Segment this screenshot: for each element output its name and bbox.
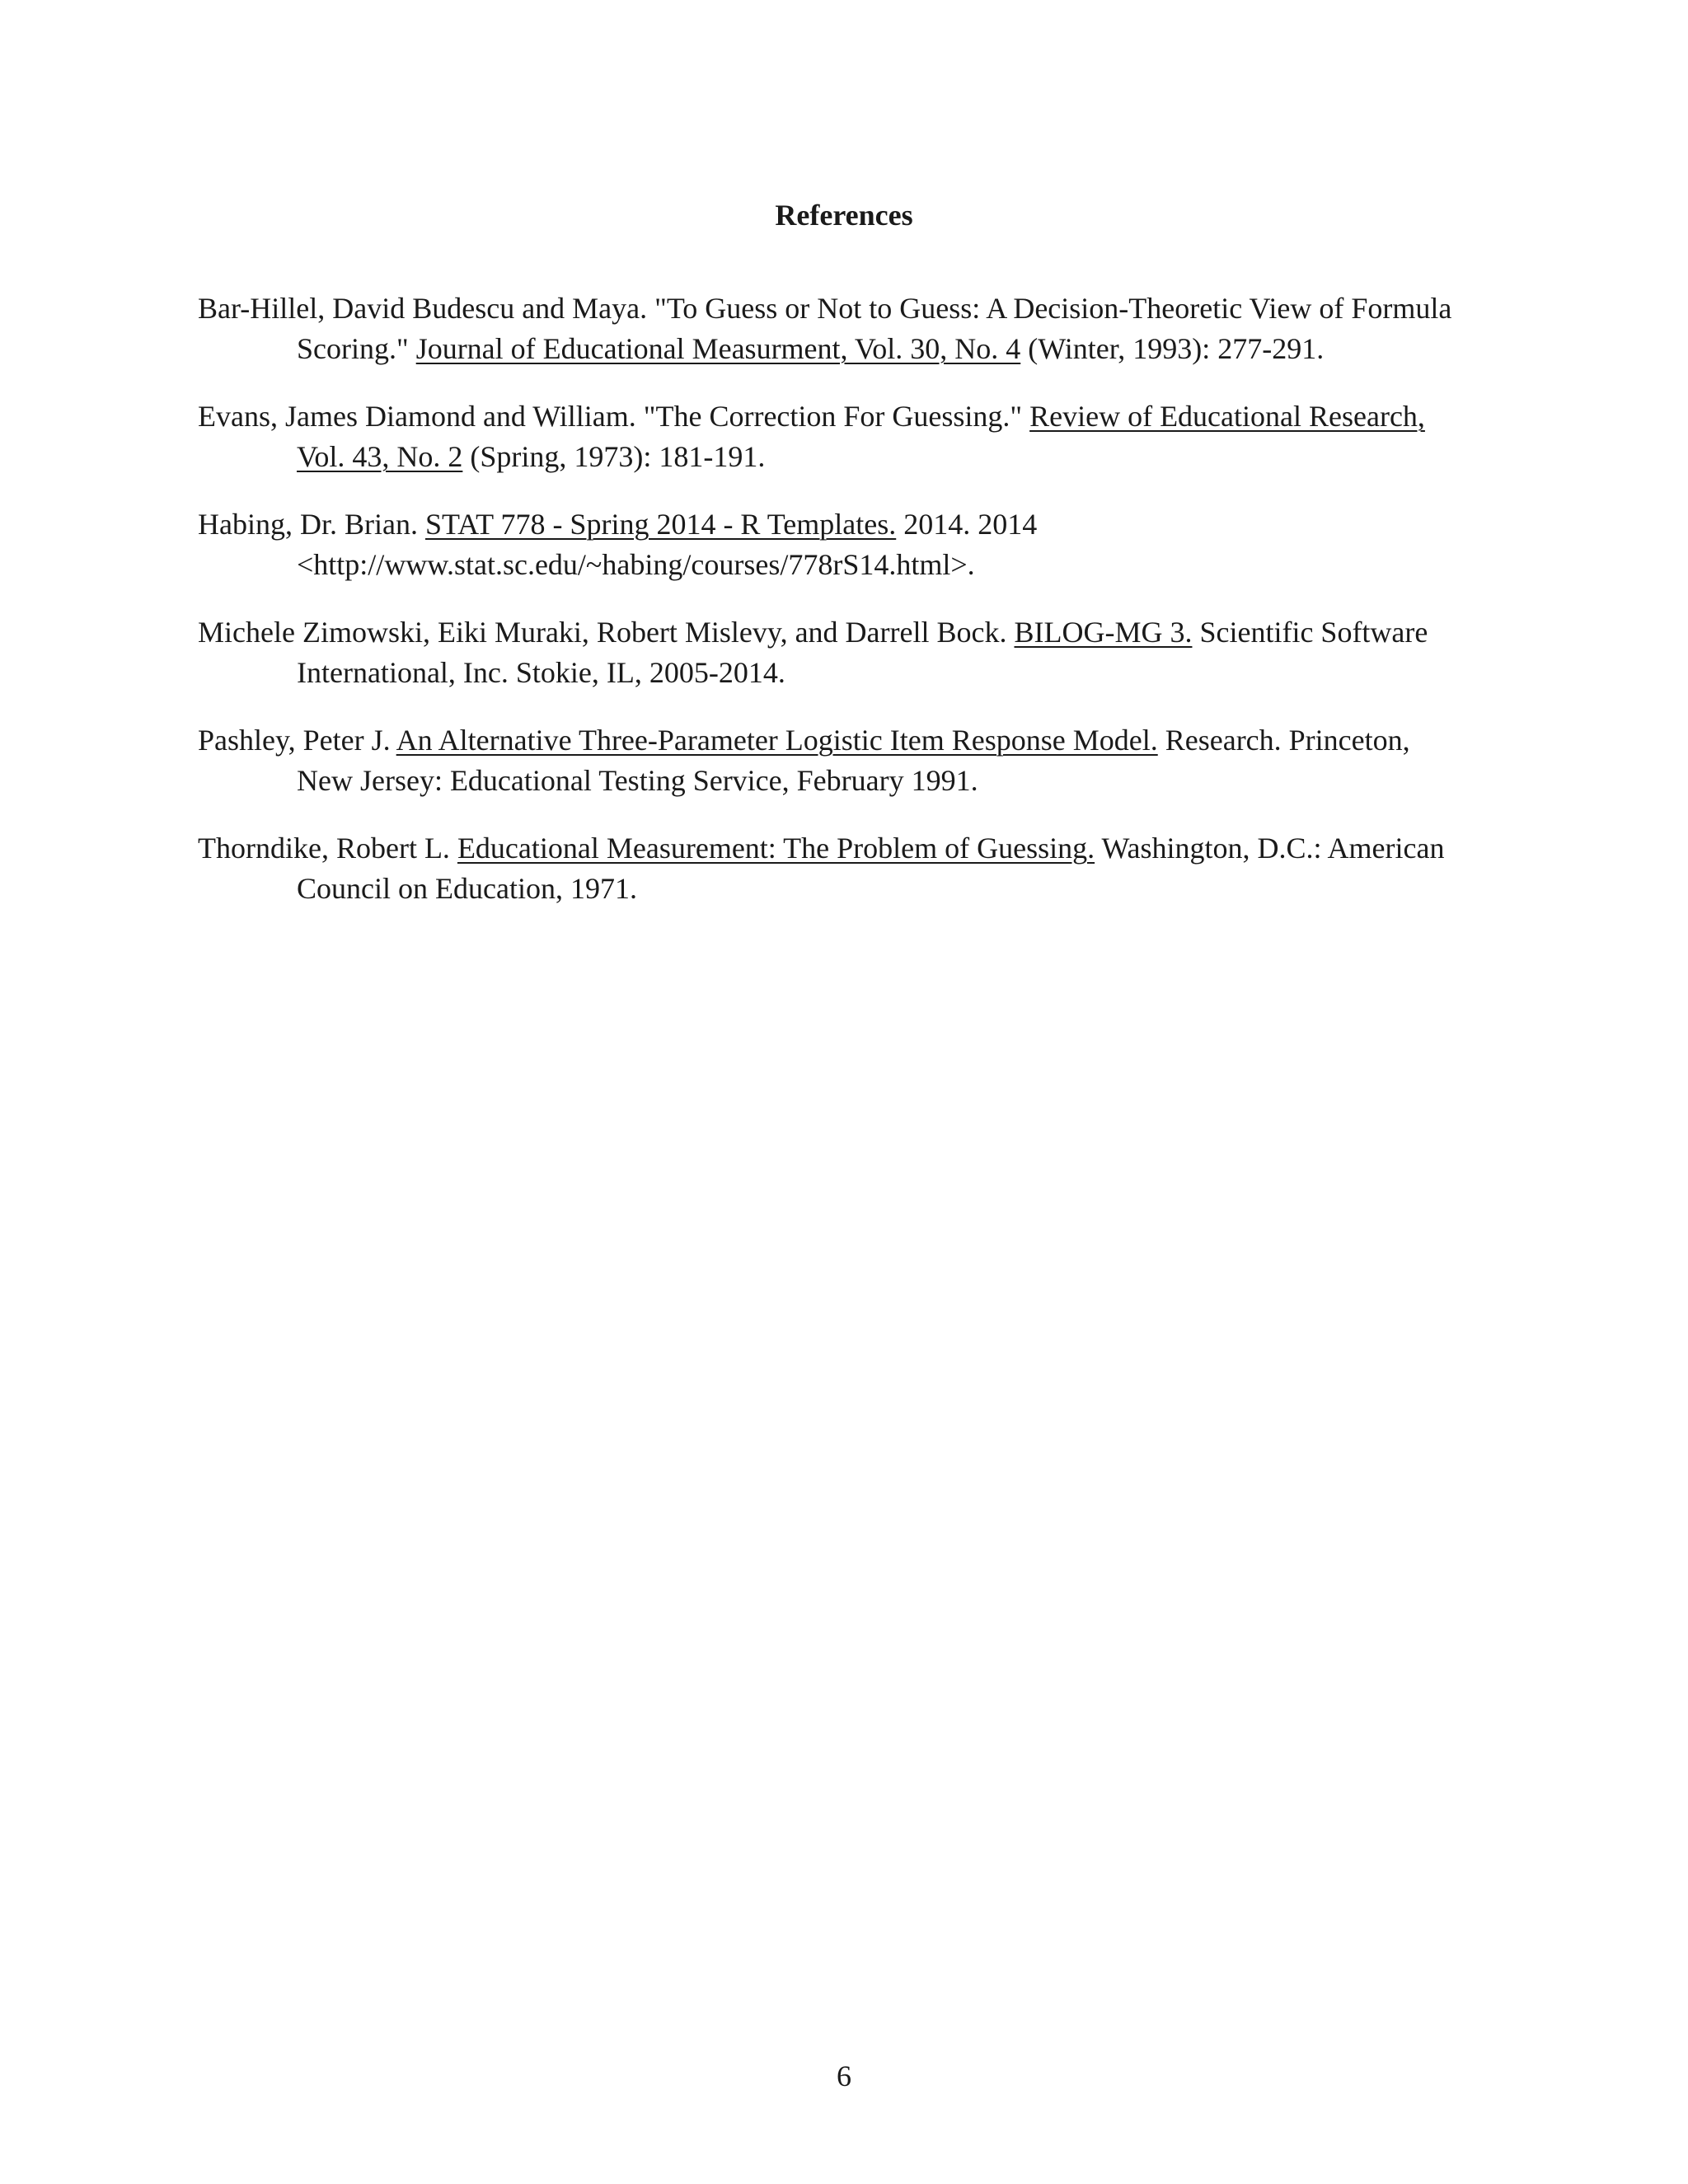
reference-continuation-line	[297, 761, 1500, 801]
reference-text: Research. Princeton,	[1157, 724, 1410, 757]
reference-title: STAT 778 - Spring 2014 - R Templates.	[424, 508, 897, 541]
reference-text: <http://www.stat.sc.edu/~habing/courses/778rS14.html>.	[297, 547, 975, 581]
reference-text: (Winter, 1993): 277-291.	[1020, 331, 1325, 365]
reference-text: International, Inc. Stokie, IL, 2005-2014.	[297, 655, 785, 689]
reference-continuation-line	[297, 869, 1500, 909]
reference-text: Scoring."	[297, 331, 416, 365]
reference-first-line	[198, 396, 1500, 437]
reference-first-line	[198, 828, 1500, 869]
references-list	[198, 288, 1500, 936]
reference-text: Evans, James Diamond and William. "The Correction For Guessing."	[198, 400, 1030, 433]
references-heading: References	[775, 199, 913, 232]
reference-text: Thorndike, Robert L.	[198, 832, 457, 865]
reference-entry	[198, 720, 1500, 800]
reference-entry	[198, 828, 1500, 908]
reference-continuation-line	[297, 545, 1500, 585]
reference-first-line	[198, 720, 1500, 761]
reference-title: BILOG-MG 3.	[1014, 616, 1193, 649]
reference-text: New Jersey: Educational Testing Service, February 1991.	[297, 763, 978, 797]
reference-text: Scientific Software	[1192, 616, 1428, 649]
reference-title: Educational Measurement: The Problem of Guessing.	[457, 832, 1095, 865]
reference-first-line	[198, 612, 1500, 653]
reference-text: Washington, D.C.: American	[1095, 832, 1445, 865]
reference-title: Journal of Educational Measurment, Vol. 30, No. 4	[415, 331, 1021, 365]
reference-continuation-line	[297, 329, 1500, 369]
reference-text: 2014. 2014	[896, 508, 1038, 541]
reference-entry	[198, 612, 1500, 692]
page-number: 6	[837, 2060, 851, 2093]
reference-entry	[198, 288, 1500, 368]
reference-text: Pashley, Peter J.	[198, 724, 396, 757]
reference-continuation-line	[297, 653, 1500, 693]
reference-entry	[198, 396, 1500, 476]
reference-text: Michele Zimowski, Eiki Muraki, Robert Mislevy, and Darrell Bock.	[198, 616, 1015, 649]
reference-text: Habing, Dr. Brian.	[198, 508, 425, 541]
reference-first-line	[198, 504, 1500, 545]
reference-entry	[198, 504, 1500, 584]
reference-first-line	[198, 288, 1500, 329]
reference-text: (Spring, 1973): 181-191.	[462, 439, 766, 473]
reference-title: Review of Educational Research,	[1029, 400, 1425, 433]
reference-continuation-line	[297, 437, 1500, 477]
reference-text: Bar-Hillel, David Budescu and Maya. "To Guess or Not to Guess: A Decision-Theoretic View of Formula	[198, 292, 1452, 325]
reference-text: Council on Education, 1971.	[297, 871, 637, 905]
reference-title: An Alternative Three-Parameter Logistic Item Response Model.	[396, 724, 1158, 757]
reference-title: Vol. 43, No. 2	[297, 439, 463, 473]
